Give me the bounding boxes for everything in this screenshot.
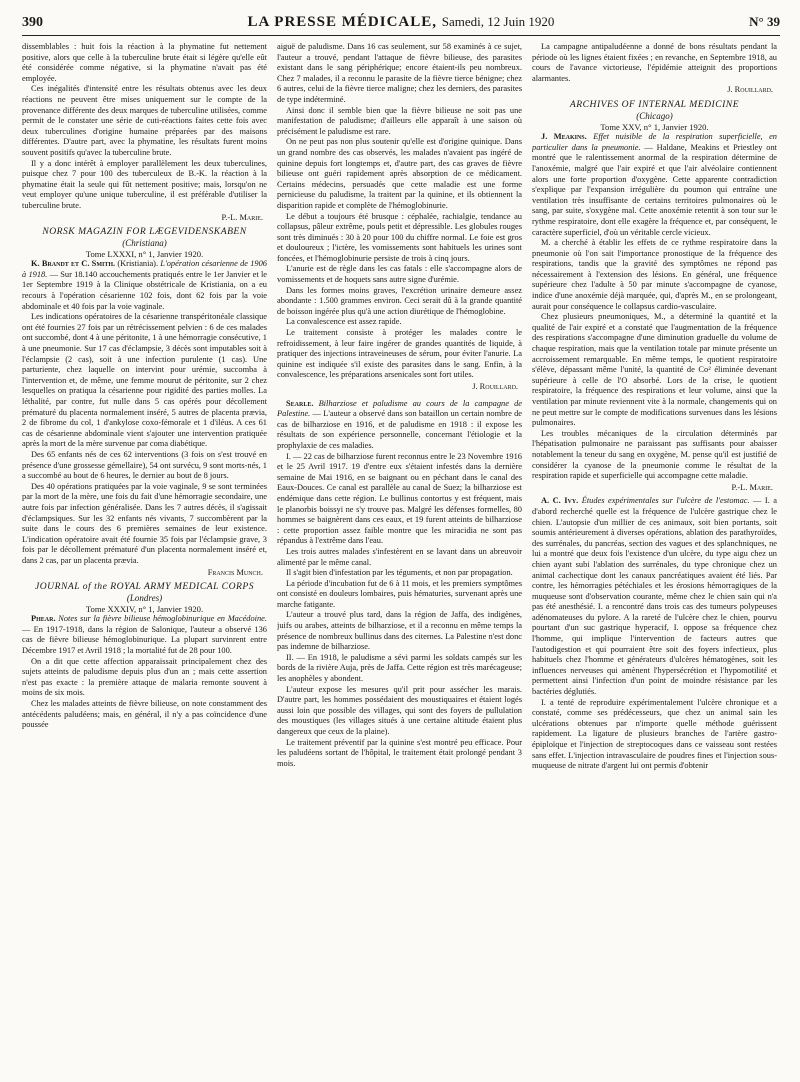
paragraph: M. a cherché à établir les effets de ce rythme respiratoire dans la pneumonie où l'on sait l'importance pronostique de la fréquence des respirations, tandis que la gravité des symptômes ne répond pas nécessairement à l'extension des lésions. En général, une fréquence supérieure chez l'adulte à 50 par minute s'accompagne de cyanose, indice d'une anoxémie déjà marquée, qui, d'après M., en se prolongeant, aurait pour conséquence le collapsus cardio-vasculaire. xyxy=(532,238,777,311)
journal-section-title: JOURNAL of the ROYAL ARMY MEDICAL CORPS xyxy=(34,581,255,593)
journal-section-city: (Londres) xyxy=(126,593,163,604)
paragraph: Le traitement préventif par la quinine s'est montré peu efficace. Pour les paludéens sortant de l'hôpital, le traitement était prolongé pendant 3 mois. xyxy=(277,737,522,768)
paragraph: I. a tenté de reproduire expérimentalement l'ulcère chronique et a constaté, comme ses prédécesseurs, que chez un animal sain les ulcérations obtenues par n'importe quelle méthode guérissent rapidement. La ligature de plusieurs branches de l'artère gastro-épiploïque et l'injection de streptocoques dans ce vaisseau sont restées sans effet. L'injection intravasculaire de poudres fines et l'injection sous-muqueuse de nitrate d'argent lui ont permis d'obtenir xyxy=(532,697,777,771)
paragraph: Le traitement consiste à protéger les malades contre le refroidissement, à leur faire ingérer de grandes quantités de liquide, à pratiquer des injections intraveineuses de sérum, pour éviter l'anurie. La quinine est indiquée s'il existe des parasites dans le sang. Enfin, à la convalescence, les préparations arsenicales sont fort utiles. xyxy=(277,328,522,380)
article-author: Searle. xyxy=(286,398,314,408)
article-text: — Sur 18.140 accouchements pratiqués entre le 1er Janvier et le 1er Septembre 1919 à la Clinique obstétricale de Kristiania, on a eu recours à l'opération césarienne 102 fois, dont 62 fois par la voie abdominale et 40 fois par la voie vaginale. xyxy=(22,269,267,311)
paragraph: On a dit que cette affection apparaissait principalement chez des sujets atteints de paludisme depuis plus d'un an ; mais cette assertion n'est pas exacte : la première attaque de malaria remonte souvent à moins de six mois. xyxy=(22,656,267,698)
paragraph: Ainsi donc il semble bien que la fièvre bilieuse ne soit pas une manifestation de paludisme; d'ailleurs elle apparaît à une saison où précisément le paludisme est rare. xyxy=(277,105,522,136)
paragraph: L'auteur expose les mesures qu'il prit pour assécher les marais. D'autre part, les hommes possédaient des moustiquaires et étaient logés aussi loin que possible des villages, qui sont des foyers de pullulation des moustiques (les villages situés à une certaine altitude étaient plus dangereux que ceux de la plaine). xyxy=(277,684,522,736)
article-lead xyxy=(22,259,267,312)
journal-section-title: ARCHIVES OF INTERNAL MEDICINE xyxy=(569,98,740,110)
article-author: K. Brandt et C. Smith. xyxy=(31,259,116,269)
paragraph: Dans les formes moins graves, l'excrétion urinaire demeure assez abondante : 1.500 grammes environ. Ceci serait dû à la grande quantité de boisson ingérée plus qu'à une action diurétique de l'hémoglobine. xyxy=(277,285,522,316)
article-lead xyxy=(532,132,777,238)
article-text: — Haldane, Meakins et Priestley ont montré que le ralentissement anormal de la respiration détermine de l'anoxémie, malgré que l'air expiré et que l'air alvéolaire contiennent alors une forte proportion d'oxygène. Cette apparente contradiction s'explique par l'expansion irrégulière du poumon qui entraîne une ventilation très insuffisante de certains territoires pulmonaires où le sang, par suite, s'oxygène mal. Cette anoxémie retentit à son tour sur le rythme respiratoire, dont elle exagère la fréquence et, par conséquent, le caractère superficiel, d'où un véritable cercle vicieux. xyxy=(532,142,777,237)
paragraph: Les troubles mécaniques de la circulation déterminés par l'hépatisation pulmonaire ne paraissant pas suffisants pour abaisser notablement la teneur du sang en oxygène, M. pense qu'il est justifié de considérer la cyanose de la pneumonie comme le résultat de la respiration rapide et superficielle qui accompagne cette maladie. xyxy=(532,428,777,481)
paragraph: On ne peut pas non plus soutenir qu'elle est d'origine quinique. Dans un grand nombre des cas observés, les malades n'avaient pas ingéré de quinine depuis fort longtemps et, d'autre part, des cas graves de fièvre bilieuse ont guéri rapidement après absorption de ce médicament. Certains médecins, persuadés que cette maladie est une forme pernicieuse du paludisme, la traitent par la quinine, et ils obtiennent la disparition rapide et complète de l'hémoglobinurie. xyxy=(277,137,522,210)
paragraph: Chez plusieurs pneumoniques, M., a déterminé la quantité et la qualité de l'air expiré et a constaté que l'augmentation de la fréquence des respirations s'accompagne d'une diminution graduelle du volume de chaque respiration, mais que la ventilation totale par minute présente un accroissement remarquable. En même temps, le quotient respiratoire s'élève, dépassant même l'unité, la quantité de Co² éliminée devenant supérieure à celle de l'O absorbé. Lors de la crise, le quotient respiratoire, la fréquence des respirations et leur volume, ainsi que la ventilation par minute reviennent vite à la normale, changements qui on ne peut mettre sur le compte de modifications survenues dans les lésions pulmonaires. xyxy=(532,312,777,428)
paragraph: Il s'agit bien d'infestation par les téguments, et non par propagation. xyxy=(286,568,513,578)
paragraph: II. — En 1918, le paludisme a sévi parmi les soldats campés sur les bords de la rivière Auja, près de Jaffa. Cette région est très marécageuse; les anophèles y abondent. xyxy=(277,652,522,684)
signature: P.-L. Marie. xyxy=(731,482,773,492)
paragraph: aiguë de paludisme. Dans 16 cas seulement, sur 58 examinés à ce sujet, l'auteur a trouvé, pendant l'attaque de fièvre bilieuse, des parasites existant dans le sang périphérique; encore étaient-ils peu nombreux. Chez 7 malades, il a reconnu le parasite de la fièvre tierce bénigne; chez 6 autres, celui de la fièvre tierce maligne; chez les derniers, des parasites de type indéterminé. xyxy=(277,42,522,104)
journal-section-tome: Tome XXV, n° 1, Janvier 1920. xyxy=(600,121,709,132)
column-3 xyxy=(532,42,777,1072)
paragraph: La période d'incubation fut de 6 à 11 mois, et les premiers symptômes ont consisté en douleurs lombaires, puis hématuries, survenant après une marche fatigante. xyxy=(277,578,522,609)
article-title: Notes sur la fièvre bilieuse hémoglobinurique en Macédoine. xyxy=(55,614,267,624)
paragraph: Des 65 enfants nés de ces 62 interventions (3 fois on s'est trouvé en présence d'une grossesse gémellaire), 54 ont survécu, 9 sont morts-nés, 1 a succombé au bout de 6 heures, le dernier au bout de 8 jours. xyxy=(22,449,267,481)
article-author: J. Meakins. xyxy=(541,132,587,142)
article-text: — I. a d'abord recherché quelle est la fréquence de l'ulcère gastrique chez le chien. L'autopsie d'un millier de ces animaux, soit bien portants, soit soumis antérieurement à diverses opérations, ablation des parathyroïdes, des surrénales, du pancréas, section des vagues et des splanchniques, ne lui a montré que deux fois l'existence d'un ulcère, du type aigu chez un chien ayant subi l'ablation des surrénales, du type chronique chez un animal cachectique dont les canaux pancréatiques avaient été liés. Par contre, les hémorragies pétéchiales et les érosions hémorragiques de la muqueuse sont d'observation courante, même chez le chien sain qui n'a pas été anesthésié. I. a rencontré dans trois cas des tumeurs polypeuses adénomateuses du pylore. A la rareté de l'ulcère chez le chien, pourvu pourtant d'un suc gastrique hyperacif, I. oppose sa fréquence chez l'homme, qui implique l'intervention de facteurs autres que l'autodigestion et qui pourraient être soit des foyers infectieux, plus habituels chez l'homme et générateurs d'ulcères hématogènes, soit les influences nerveuses qui amènent l'hypersécrétion et l'hypomotilité et permettent ainsi l'infection d'un point de moindre résistance par les bactéries déglutiés. xyxy=(532,496,777,697)
article-title: Effet nuisible de la respiration superficielle, en particulier dans la pneumonie. xyxy=(532,132,777,152)
columns xyxy=(22,42,780,1072)
paragraph: dissemblables : huit fois la réaction à la phymatine fut nettement positive, alors que celle à la tuberculine brute était si légère qu'elle eût été considérée comme négative, si la phymatine n'avait pas été employée. xyxy=(22,42,267,83)
paragraph: I. — 22 cas de bilharziose furent reconnus entre le 23 Novembre 1916 et le 25 Avril 1917. 19 d'entre eux s'étaient infestés dans la dernière semaine de Mai 1916, en se baignant ou en péchant dans le canal des Eaux-Douces. Ce canal est parallèle au canal de Suez; la bilharziose est endémique dans cette région. Le bullinus contortus y est fréquent, mais le planorbis boissyi ne s'y trouve pas. Malgré les défenses formelles, 80 hommes se baignèrent dans ces eaux, et 19 furent atteints de bilharziose : cette proportion assez faible montre que les miracidia ne sont pas répandus à l'extrême dans l'eau. xyxy=(277,451,522,546)
article-title: L'opération césarienne de 1906 à 1918. xyxy=(22,259,267,279)
issue-number: N° 39 xyxy=(749,14,780,29)
journal-section-tome: Tome XXXIV, n° 1, Janvier 1920. xyxy=(85,603,204,614)
journal-name: LA PRESSE MÉDICALE, xyxy=(247,14,438,30)
signature: J. Rouillard. xyxy=(472,382,518,391)
article-lead xyxy=(22,614,267,656)
paragraph: L'auteur a trouvé plus tard, dans la région de Jaffa, des indigènes, juifs ou arabes, atteints de bilharziose, et il a reconnu en même temps la présence de nombreux bullinus dans des citernes. La Palestine n'est donc pas indemne de bilharziose. xyxy=(277,610,522,652)
paragraph: Le début a toujours été brusque : céphalée, rachialgie, tendance au collapsus, pâleur extrême, pouls petit et dépressible. Les globules rouges sont très diminués : 30 à 20 pour 100 du chiffre normal. Le foie est gros et douloureux ; l'ictère, les vomissements sont habituels les urines sont foncées, et l'hémoglobinurie persiste de trois à cinq jours. xyxy=(277,211,522,263)
article-author: A. C. Ivy. xyxy=(541,496,579,506)
journal-section-tome: Tome LXXXI, n° 1, Janvier 1920. xyxy=(85,248,204,259)
paragraph: La convalescence est assez rapide. xyxy=(286,317,402,327)
journal-section-city: (Christiana) xyxy=(122,238,167,249)
article-title: Études expérimentales sur l'ulcère de l'estomac. xyxy=(578,496,750,506)
paragraph: Ces inégalités d'intensité entre les résultats obtenus avec les deux réactions ne peuvent être mises uniquement sur le compte de la provenance différente des deux marques de tuberculine utilisées, comme permit de le constater une série de cuti-réactions faites cette fois avec deux tuberculines d'origine humaine préparées par des maisons différentes. D'autre part, avec la phymatine, les résultats furent moins souvent positifs qu'avec la tuberculine brute. xyxy=(22,84,267,157)
paragraph: Il y a donc intérêt à employer parallèlement les deux tuberculines, puisque chez 7 pour 100 des tuberculeux de B.-K. la réaction à la phymatine était la seule qui fût nettement positive; mais, lorsqu'on ne veut employer qu'une unique tuberculine, il est préférable d'utiliser la tuberculine brute. xyxy=(22,158,267,210)
journal-section-city: (Chicago) xyxy=(636,110,673,121)
article-text: — En 1917-1918, dans la région de Salonique, l'auteur a observé 136 cas de fièvre bilieuse hémoglobinurique. La plupart survinrent entre Décembre 1917 et Avril 1918 ; la mortalité fut de 28 pour 100. xyxy=(22,624,267,656)
signature: Francis Munch. xyxy=(207,567,263,577)
article-text: — L'auteur a observé dans son bataillon un certain nombre de cas de bilharziose en 1916, et de paludisme en 1918 : il expose les résultats de son expérience personnelle, concernant l'étiologie et la prophylaxie de ces maladies. xyxy=(277,409,522,450)
journal-section-title: NORSK MAGAZIN FOR LÆGEVIDENSKABEN xyxy=(42,226,247,238)
paragraph: L'anurie est de règle dans les cas fatals : elle s'accompagne alors de vomissements et de hoquets sans autre signe d'urémie. xyxy=(277,264,522,285)
signature: J. Rouillard. xyxy=(727,85,773,95)
article-place: (Kristiania). xyxy=(115,259,161,269)
issue-date: Samedi, 12 Juin 1920 xyxy=(441,14,555,29)
paragraph: Chez les malades atteints de fièvre bilieuse, on note constamment des antécédents paludéens; mais, en général, il n'y a pas coïncidence d'une poussée xyxy=(22,699,267,730)
paragraph: Les trois autres malades s'infestèrent en se lavant dans un abreuvoir alimenté par le même canal. xyxy=(277,546,522,567)
column-2 xyxy=(277,42,522,1072)
article-lead xyxy=(277,399,522,452)
paragraph: Les indications opératoires de la césarienne transpéritonéale classique ont été fournies 27 fois par un rétrécissement pelvien : 6 de ces malades ont succombé, dont 4 à une péritonite, 1 à une hémorragie consécutive, 1 à une pneumonie. Sur 17 cas d'éclampsie, 3 décès sont imputables soit à l'éclampsie (2 cas), soit à une infection purulente (1 cas). Une parturiente, chez laquelle on intervint pour urémie, succomba à l'intervention et, de même, une femme mourut de péritonite, sur 2 chez lesquelles on pratiqua la césarienne pour rigidité des parties molles. La léthalité, par contre, fut nulle dans 5 cas opérés pour décollement prématuré du placenta normalement inséré, 5 autres de placenta prævia, 2 de fibrome du col, 1 d'ankylose coxo-fémorale et 1 d'iléus. A ces 61 cas de césarienne abdominale vient s'ajouter une intervention pratiquée après la mort de la mère survenue par coma diabétique. xyxy=(22,312,267,449)
column-1 xyxy=(22,42,267,1072)
signature: P.-L. Marie. xyxy=(221,212,263,222)
article-author: Phear. xyxy=(31,614,56,624)
page-header xyxy=(22,14,780,36)
article-title: Bilharziose et paludisme au cours de la campagne de Palestine. xyxy=(277,398,522,419)
paragraph: Des 40 opérations pratiquées par la voie vaginale, 9 se sont terminées par la mort de la mère, une fois du fait d'une hémorragie secondaire, une autre fois par infection généralisée. Dans les 7 autres décès, il s'agissait d'éclampsiques. Sur les 32 enfants nés vivants, 7 succombèrent par la suite dans le cours des 6 premières semaines de leur existence. L'indication opératoire avait été fournie 35 fois par l'éclampsie grave, 3 fois par le décollement prématuré d'un placenta normalement inséré et, dans 2 cas, par un placenta prævia. xyxy=(22,481,267,565)
journal-title xyxy=(82,14,720,31)
paragraph: La campagne antipaludéenne a donné de bons résultats pendant la période où les lignes étaient fixées ; en revanche, en Septembre 1918, au cours de l'avance victorieuse, l'épidémie atteignit des proportions alarmantes. xyxy=(532,42,777,83)
page-number: 390 xyxy=(22,15,43,30)
article-lead xyxy=(532,496,777,697)
